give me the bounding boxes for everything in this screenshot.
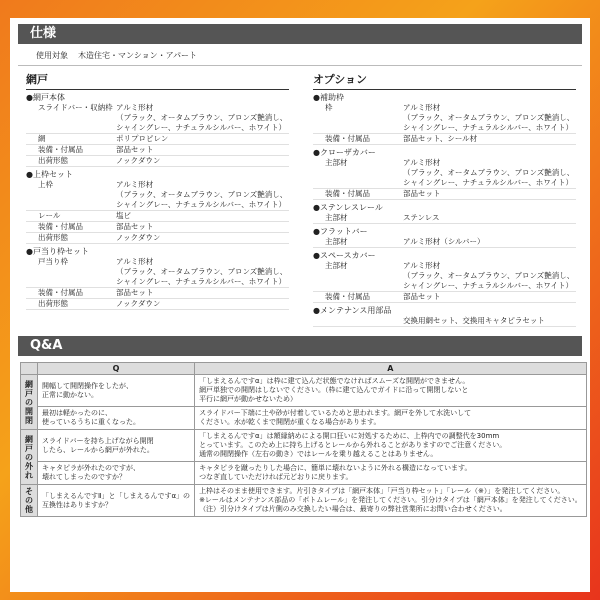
spec-group <box>313 93 576 145</box>
spec-value-line: （ブラック、オータムブラウン、ブロンズ艶消し、 <box>116 267 288 276</box>
qa-category: 網戸の開閉 <box>21 375 38 430</box>
spec-row <box>313 134 576 145</box>
spec-group-title: ●メンテナンス用部品 <box>313 306 392 315</box>
spec-group <box>313 203 576 224</box>
spec-group <box>313 227 576 248</box>
spec-value-line: 部品セット <box>116 145 154 154</box>
spec-key: 装備・付属品 <box>38 288 83 297</box>
spec-key: 装備・付属品 <box>38 145 83 154</box>
spec-value <box>116 156 289 166</box>
spec-value <box>116 222 289 232</box>
spec-value <box>403 103 576 133</box>
spec-group <box>26 247 289 310</box>
qa-answer <box>195 430 587 462</box>
qa-question-line: 開幅して開閉操作をしたが、 <box>42 381 133 390</box>
qa-question-line: キャタピラが外れたのですが、 <box>42 464 140 472</box>
spec-row <box>26 134 289 145</box>
spec-value-line: シャイングレー、ナチュラルシルバー、ホワイト） <box>403 281 574 290</box>
spec-value <box>116 288 289 298</box>
spec-key: 主部材 <box>325 237 348 246</box>
spec-value-line: （ブラック、オータムブラウン、ブロンズ艶消し、 <box>116 113 288 122</box>
spec-row <box>313 316 576 327</box>
usage-row <box>18 44 582 66</box>
spec-value <box>116 103 289 133</box>
spec-value <box>403 213 576 223</box>
spec-row <box>313 103 576 134</box>
spec-row <box>313 158 576 189</box>
spec-key: スライドバー・収納枠 <box>38 103 113 112</box>
spec-value-line: アルミ形材 <box>116 180 154 189</box>
qa-answer-line: スライドバー下端に土や砂が付着しているためと思われます。網戸を外して水洗いして <box>199 409 472 417</box>
spec-value-line: アルミ形材 <box>403 103 441 112</box>
spec-value-line: （ブラック、オータムブラウン、ブロンズ艶消し、 <box>403 113 575 122</box>
qa-header-q: Q <box>38 363 195 375</box>
qa-question-line: 互換性はありますか？ <box>42 500 112 509</box>
spec-value-line: 部品セット <box>403 189 441 198</box>
spec-value-line: アルミ形材 <box>403 158 441 167</box>
spec-value-line: シャイングレー、ナチュラルシルバー、ホワイト） <box>403 123 574 132</box>
spec-value-line: （ブラック、オータムブラウン、ブロンズ艶消し、 <box>116 190 288 199</box>
spec-value-line: アルミ形材 <box>116 257 154 266</box>
spec-key: 出荷形態 <box>38 156 68 165</box>
spec-row <box>26 299 289 310</box>
spec-key: 上枠 <box>38 180 53 189</box>
spec-group-title: ●補助枠 <box>313 93 344 102</box>
spec-key: 装備・付属品 <box>325 292 370 301</box>
spec-value-line: 部品セット <box>116 222 154 231</box>
qa-question <box>38 430 195 462</box>
spec-value-line: アルミ形材 <box>403 261 441 270</box>
qa-question <box>38 375 195 407</box>
qa-question <box>38 462 195 485</box>
qa-answer-line: 平行に網戸が動かせないため） <box>199 395 298 403</box>
spec-group <box>313 251 576 303</box>
spec-value-line: アルミ形材（シルバー） <box>403 237 485 246</box>
spec-row <box>313 213 576 224</box>
spec-value <box>403 189 576 199</box>
spec-value-line: シャイングレー、ナチュラルシルバー、ホワイト） <box>403 178 574 187</box>
qa-answer-line: とっています。このため上に持ち上げるとレールから外れることがありますのでご注意ください。 <box>199 441 507 449</box>
spec-value-line: 部品セット <box>116 288 154 297</box>
qa-answer-line: キャタピラを蹴ったりした場合に、簡単に壊れないように外れる構造になっています。 <box>199 464 472 472</box>
spec-value-line: ステンレス <box>403 213 440 222</box>
spec-group-title: ●上枠セット <box>26 170 73 179</box>
spec-key: 装備・付属品 <box>325 189 370 198</box>
spec-group-title: ●クローザカバー <box>313 148 376 157</box>
spec-sheet <box>10 18 590 592</box>
spec-value <box>403 158 576 188</box>
spec-group-title: ●ステンレスレール <box>313 203 383 212</box>
qa-question-line: スライドバーを持ち上げながら開閉 <box>42 436 154 445</box>
spec-group-title: ●網戸本体 <box>26 93 65 102</box>
spec-columns <box>18 66 582 330</box>
net-door-title: 網戸 <box>26 68 289 90</box>
spec-row <box>313 292 576 303</box>
spec-value <box>116 211 289 221</box>
spec-value <box>403 292 576 302</box>
spec-key: 主部材 <box>325 158 348 167</box>
spec-key: 枠 <box>325 103 333 112</box>
qa-question-line: 正常に動かない。 <box>42 390 98 399</box>
spec-group <box>313 306 576 327</box>
qa-answer-line: つなぎ直していただければ元どおりに戻ります。 <box>199 473 353 481</box>
spec-row <box>313 189 576 200</box>
qa-row <box>21 485 587 517</box>
spec-value-line: （ブラック、オータムブラウン、ブロンズ艶消し、 <box>403 168 575 177</box>
qa-row <box>21 462 587 485</box>
spec-group <box>26 93 289 167</box>
spec-section-title: 仕様 <box>18 24 582 44</box>
qa-answer <box>195 375 587 407</box>
spec-value-line: 部品セット、シール材 <box>403 134 478 143</box>
spec-value <box>403 316 576 326</box>
spec-group-title: ●戸当り枠セット <box>26 247 89 256</box>
qa-answer <box>195 485 587 517</box>
options-column <box>305 66 582 330</box>
qa-header-category <box>21 363 38 375</box>
spec-value-line: 塩ビ <box>116 211 131 220</box>
usage-value: 木造住宅・マンション・アパート <box>78 51 197 60</box>
qa-answer-line: ※レールはメンテナンス部品の「ボトムレール」を発注してください。引分けタイプは「網戸本体」を発注してください。 <box>199 496 582 504</box>
qa-category: その他 <box>21 485 38 517</box>
qa-answer-line: 網戸単独での開閉はしないでください。（枠に建て込んでガイドに沿って開閉しないと <box>199 386 469 394</box>
spec-value-line: ポリプロピレン <box>116 134 169 143</box>
spec-value-line: 交換用網セット、交換用キャタピラセット <box>403 316 545 325</box>
usage-label: 使用対象 <box>36 51 68 60</box>
spec-value <box>116 299 289 309</box>
qa-body <box>21 375 587 517</box>
qa-question-line: したら、レールから網戸が外れた。 <box>42 445 154 454</box>
spec-row <box>26 211 289 222</box>
qa-answer-line: （注）引分けタイプは片側のみ交換したい場合は、最寄りの弊社営業所にお問い合わせください。 <box>199 505 507 513</box>
qa-answer <box>195 462 587 485</box>
spec-row <box>313 237 576 248</box>
qa-category: 網戸の外れ <box>21 430 38 485</box>
qa-question-line: 「しまえるんですⅡ」と「しまえるんですα」の <box>42 491 191 500</box>
spec-key: 戸当り枠 <box>38 257 68 266</box>
spec-group <box>26 170 289 244</box>
spec-key: 主部材 <box>325 213 348 222</box>
qa-answer-line: ください。水が乾くまで開閉が重くなる場合があります。 <box>199 418 381 426</box>
spec-value <box>116 134 289 144</box>
spec-group-title: ●フラットバー <box>313 227 368 236</box>
qa-row <box>21 430 587 462</box>
spec-value-line: ノックダウン <box>116 156 161 165</box>
spec-value-line: シャイングレー、ナチュラルシルバー、ホワイト） <box>116 123 287 132</box>
spec-value-line: ノックダウン <box>116 299 161 308</box>
qa-answer-line: 「しまえるんですα」は枠に建て込んだ状態でなければスムーズな開閉ができません。 <box>199 377 470 385</box>
qa-section-title: Q&A <box>18 336 582 356</box>
spec-row <box>26 103 289 134</box>
qa-question-line: 使っているうちに重くなった。 <box>42 418 140 426</box>
qa-row <box>21 407 587 430</box>
spec-value <box>403 261 576 291</box>
spec-row <box>26 233 289 244</box>
qa-answer-line: 「しまえるんですα」は額縁納めによる開口狂いに対処するために、上枠内での調整代を30mm <box>199 432 500 440</box>
spec-value-line: 部品セット <box>403 292 441 301</box>
spec-value <box>116 257 289 287</box>
spec-value-line: ノックダウン <box>116 233 161 242</box>
qa-row <box>21 375 587 407</box>
spec-group <box>313 148 576 200</box>
spec-row <box>26 145 289 156</box>
spec-value <box>403 134 576 144</box>
qa-table <box>20 362 587 517</box>
spec-value-line: （ブラック、オータムブラウン、ブロンズ艶消し、 <box>403 271 575 280</box>
spec-value-line: シャイングレー、ナチュラルシルバー、ホワイト） <box>116 277 287 286</box>
spec-value-line: アルミ形材 <box>116 103 154 112</box>
spec-key: 主部材 <box>325 261 348 270</box>
net-door-column <box>18 66 295 330</box>
spec-key: 網 <box>38 134 46 143</box>
qa-question-line: 壊れてしまったのですか？ <box>42 473 126 481</box>
spec-value <box>403 237 576 247</box>
spec-group-title: ●スペースカバー <box>313 251 376 260</box>
spec-key: 装備・付属品 <box>38 222 83 231</box>
qa-question <box>38 407 195 430</box>
options-title: オプション <box>313 68 576 90</box>
spec-row <box>26 156 289 167</box>
qa-answer <box>195 407 587 430</box>
qa-header-row <box>21 363 587 375</box>
spec-value-line: シャイングレー、ナチュラルシルバー、ホワイト） <box>116 200 287 209</box>
qa-question <box>38 485 195 517</box>
spec-row <box>26 288 289 299</box>
spec-value <box>116 145 289 155</box>
spec-value <box>116 180 289 210</box>
spec-row <box>26 180 289 211</box>
spec-key: 出荷形態 <box>38 299 68 308</box>
spec-row <box>26 222 289 233</box>
qa-answer-line: 上枠はそのまま使用できます。片引きタイプは「網戸本体」「戸当り枠セット」「レール（※）」を発注してください。 <box>199 487 565 495</box>
spec-key: 装備・付属品 <box>325 134 370 143</box>
qa-question-line: 最初は軽かったのに、 <box>42 409 112 417</box>
spec-row <box>313 261 576 292</box>
spec-key <box>313 316 403 326</box>
spec-key: 出荷形態 <box>38 233 68 242</box>
spec-value <box>116 233 289 243</box>
spec-key: レール <box>38 211 61 220</box>
qa-answer-line: 通常の開閉操作（左右の動き）ではレールを乗り越えることはありません。 <box>199 450 438 458</box>
spec-row <box>26 257 289 288</box>
qa-header-a: A <box>195 363 587 375</box>
